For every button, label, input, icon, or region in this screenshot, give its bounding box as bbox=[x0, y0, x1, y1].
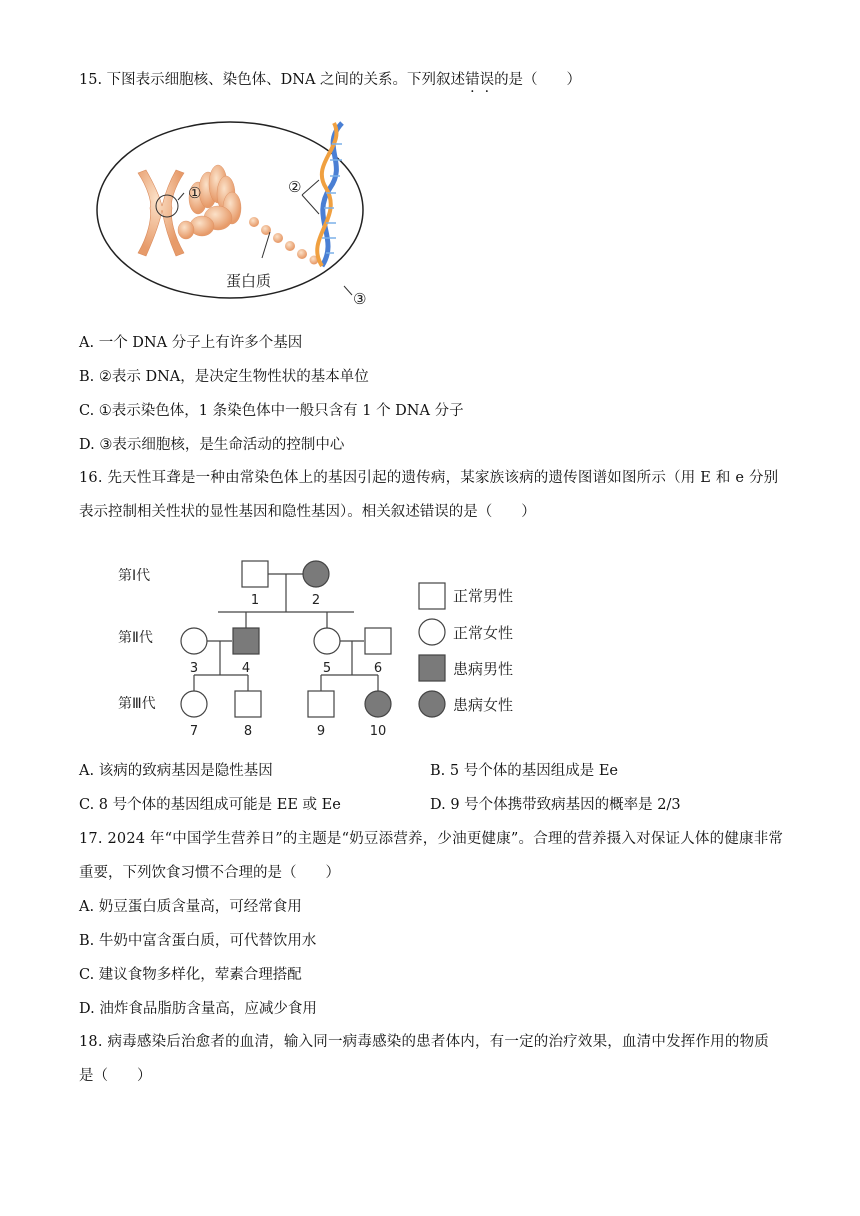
question-15-stem: 15. 下图表示细胞核、染色体、DNA 之间的关系。下列叙述错误的是（ ） bbox=[79, 72, 582, 88]
q15-option-a: A. 一个 DNA 分子上有许多个基因 bbox=[79, 335, 303, 351]
figure-label-2: ② bbox=[288, 178, 302, 196]
individual-number: 8 bbox=[243, 724, 253, 739]
dna-helix bbox=[317, 123, 342, 266]
pedigree-chart bbox=[110, 548, 530, 743]
question-16-stem-line2: 表示控制相关性状的显性基因和隐性基因）。相关叙述错误的是（ ） bbox=[79, 504, 536, 520]
individual-number: 6 bbox=[373, 661, 383, 676]
q15-option-d: D. ③表示细胞核，是生命活动的控制中心 bbox=[79, 437, 345, 453]
legend-affected-female: 患病女性 bbox=[453, 696, 514, 714]
emphasis-mark: 错 bbox=[465, 72, 480, 88]
individual-3 bbox=[181, 628, 207, 654]
q16-option-a: A. 该病的致病基因是隐性基因 bbox=[79, 763, 273, 779]
generation-3-label: 第Ⅲ代 bbox=[118, 696, 156, 712]
q16-option-b: B. 5 号个体的基因组成是 Ee bbox=[430, 763, 618, 779]
individual-10 bbox=[365, 691, 391, 717]
question-17-stem-line2: 重要，下列饮食习惯不合理的是（ ） bbox=[79, 865, 340, 881]
individual-number: 10 bbox=[369, 724, 387, 739]
individual-number: 5 bbox=[322, 661, 332, 676]
question-17-stem-line1: 17. 2024 年“中国学生营养日”的主题是“奶豆添营养，少油更健康”。合理的营养摄入对保证人体的健康非常 bbox=[79, 831, 784, 847]
q15-option-b: B. ②表示 DNA，是决定生物性状的基本单位 bbox=[79, 369, 369, 385]
individual-number: 7 bbox=[189, 724, 199, 739]
generation-1-label: 第Ⅰ代 bbox=[118, 568, 151, 584]
emphasis-mark: 误 bbox=[479, 72, 495, 88]
nucleosome-beads bbox=[249, 217, 319, 265]
generation-2-label: 第Ⅱ代 bbox=[118, 630, 153, 646]
figure-label-3: ③ bbox=[353, 290, 367, 308]
question-18-stem-line2: 是（ ） bbox=[79, 1068, 152, 1084]
protein-label: 蛋白质 bbox=[226, 272, 272, 290]
individual-5 bbox=[314, 628, 340, 654]
legend-affected-male-symbol bbox=[419, 655, 445, 681]
individual-9 bbox=[308, 691, 334, 717]
figure-label-1: ① bbox=[188, 184, 202, 202]
legend-affected-male: 患病男性 bbox=[453, 660, 514, 678]
individual-number: 4 bbox=[241, 661, 251, 676]
legend-affected-female-symbol bbox=[419, 691, 445, 717]
individual-2 bbox=[303, 561, 329, 587]
chromatin-coil bbox=[178, 165, 241, 239]
legend-normal-female-symbol bbox=[419, 619, 445, 645]
individual-1 bbox=[242, 561, 268, 587]
individual-8 bbox=[235, 691, 261, 717]
question-16-stem-line1: 16. 先天性耳聋是一种由常染色体上的基因引起的遗传病，某家族该病的遗传图谱如图所示（用 E 和 e 分别 bbox=[79, 470, 779, 486]
nucleus-chromosome-dna-figure bbox=[90, 118, 390, 313]
individual-number: 1 bbox=[250, 593, 260, 608]
legend-normal-male: 正常男性 bbox=[453, 587, 514, 605]
q16-option-d: D. 9 号个体携带致病基因的概率是 2/3 bbox=[430, 797, 681, 813]
q15-option-c: C. ①表示染色体，1 条染色体中一般只含有 1 个 DNA 分子 bbox=[79, 403, 464, 419]
individual-4 bbox=[233, 628, 259, 654]
legend-normal-male-symbol bbox=[419, 583, 445, 609]
q17-option-b: B. 牛奶中富含蛋白质，可代替饮用水 bbox=[79, 933, 317, 949]
individual-number: 2 bbox=[311, 593, 321, 608]
chromosome-shape bbox=[138, 170, 184, 256]
q17-option-d: D. 油炸食品脂肪含量高，应减少食用 bbox=[79, 1001, 317, 1017]
question-18-stem-line1: 18. 病毒感染后治愈者的血清，输入同一病毒感染的患者体内，有一定的治疗效果，血清中发挥作用的物质 bbox=[79, 1034, 769, 1050]
individual-number: 9 bbox=[316, 724, 326, 739]
individual-number: 3 bbox=[189, 661, 199, 676]
individual-7 bbox=[181, 691, 207, 717]
legend-normal-female: 正常女性 bbox=[453, 624, 514, 642]
q16-option-c: C. 8 号个体的基因组成可能是 EE 或 Ee bbox=[79, 797, 341, 813]
q17-option-c: C. 建议食物多样化，荤素合理搭配 bbox=[79, 967, 302, 983]
individual-6 bbox=[365, 628, 391, 654]
q17-option-a: A. 奶豆蛋白质含量高，可经常食用 bbox=[79, 899, 302, 915]
